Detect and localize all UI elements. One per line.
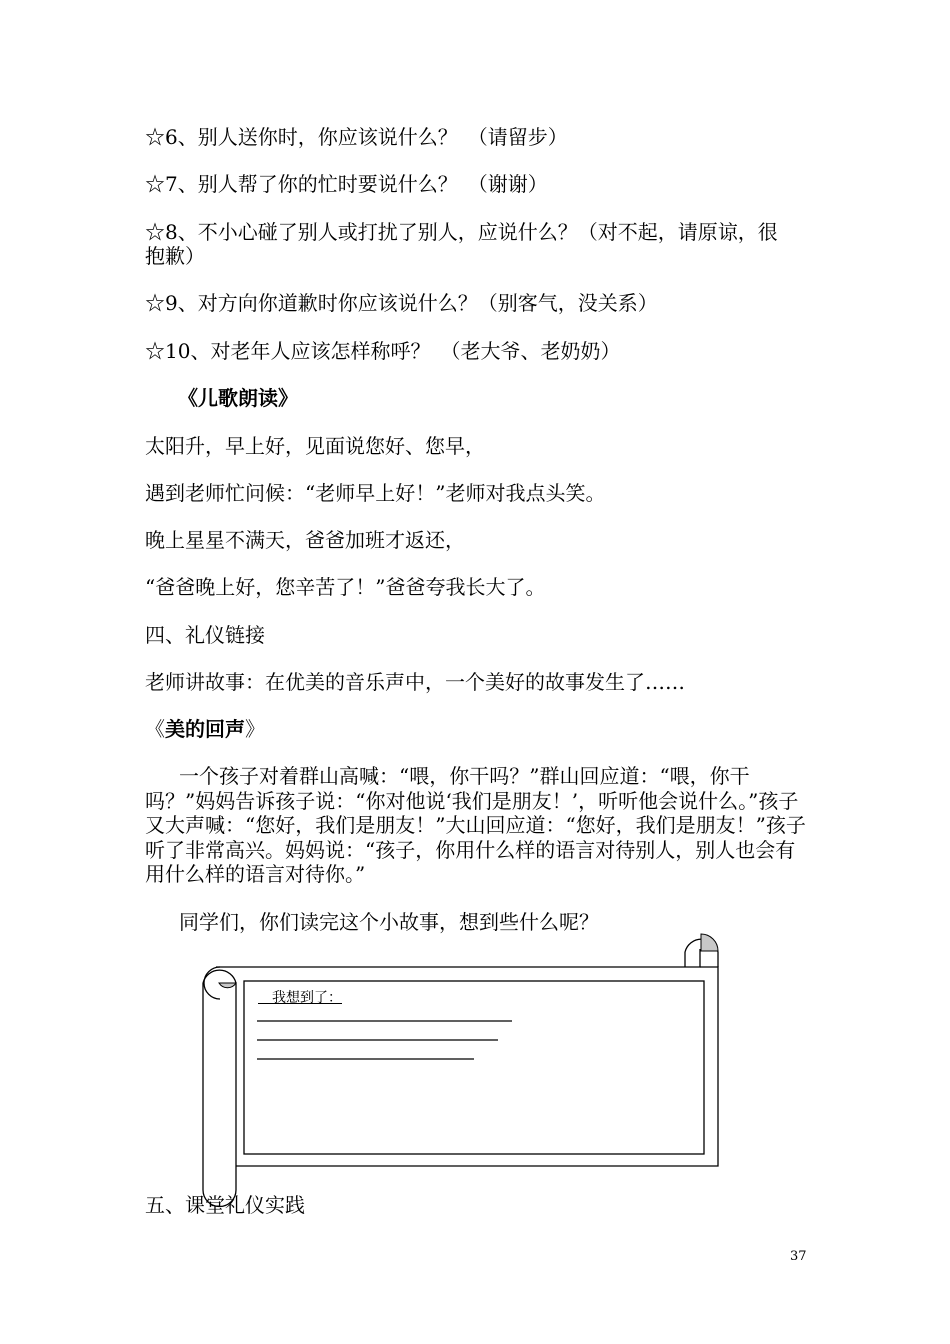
rhyme-line-4: “爸爸晚上好，您辛苦了！”爸爸夸我长大了。	[145, 575, 546, 599]
section-5-heading: 五、课堂礼仪实践	[145, 1193, 305, 1217]
story-intro: 老师讲故事：在优美的音乐声中，一个美好的故事发生了……	[145, 670, 685, 694]
qa-line-9: ☆9、对方向你道歉时你应该说什么？（别客气，没关系）	[145, 291, 658, 315]
rhyme-line-2: 遇到老师忙问候：“老师早上好！”老师对我点头笑。	[145, 481, 606, 505]
story-title-open: 《	[145, 717, 165, 741]
story-paragraph: 一个孩子对着群山高喊：“喂，你干吗？”群山回应道：“喂，你干吗？”妈妈告诉孩子说：“你对他说‘我们是朋友！’，听听他会说什么。”孩子又大声喊：“您好，我们是朋友！”大山回应道：“您好，我们是朋友！”孩子听了非常高兴。妈妈说：“孩子，你用什么样的语言对待别人，别人也会有用什么样的语言对待你。”	[145, 764, 806, 886]
qa-line-10: ☆10、对老年人应该怎样称呼？ （老大爷、老奶奶）	[145, 339, 621, 363]
qa-line-7: ☆7、别人帮了你的忙时要说什么？ （谢谢）	[145, 172, 548, 196]
story-question: 同学们，你们读完这个小故事，想到些什么呢？	[179, 910, 599, 934]
page-number: 37	[790, 1249, 807, 1264]
section-4-heading: 四、礼仪链接	[145, 623, 265, 647]
qa-line-8: ☆8、不小心碰了别人或打扰了别人，应说什么？（对不起，请原谅，很	[145, 220, 778, 244]
scroll-prompt: 我想到了：	[258, 990, 342, 1006]
rhyme-line-1: 太阳升，早上好，见面说您好、您早，	[145, 434, 485, 458]
story-title-text: 美的回声	[165, 717, 245, 741]
story-title-close: 》	[245, 717, 265, 741]
rhyme-title: 《儿歌朗读》	[178, 386, 298, 410]
rhyme-line-3: 晚上星星不满天，爸爸加班才返还，	[145, 528, 465, 552]
qa-line-8-continued: 抱歉）	[145, 244, 205, 268]
qa-line-6: ☆6、别人送你时，你应该说什么？ （请留步）	[145, 125, 568, 149]
